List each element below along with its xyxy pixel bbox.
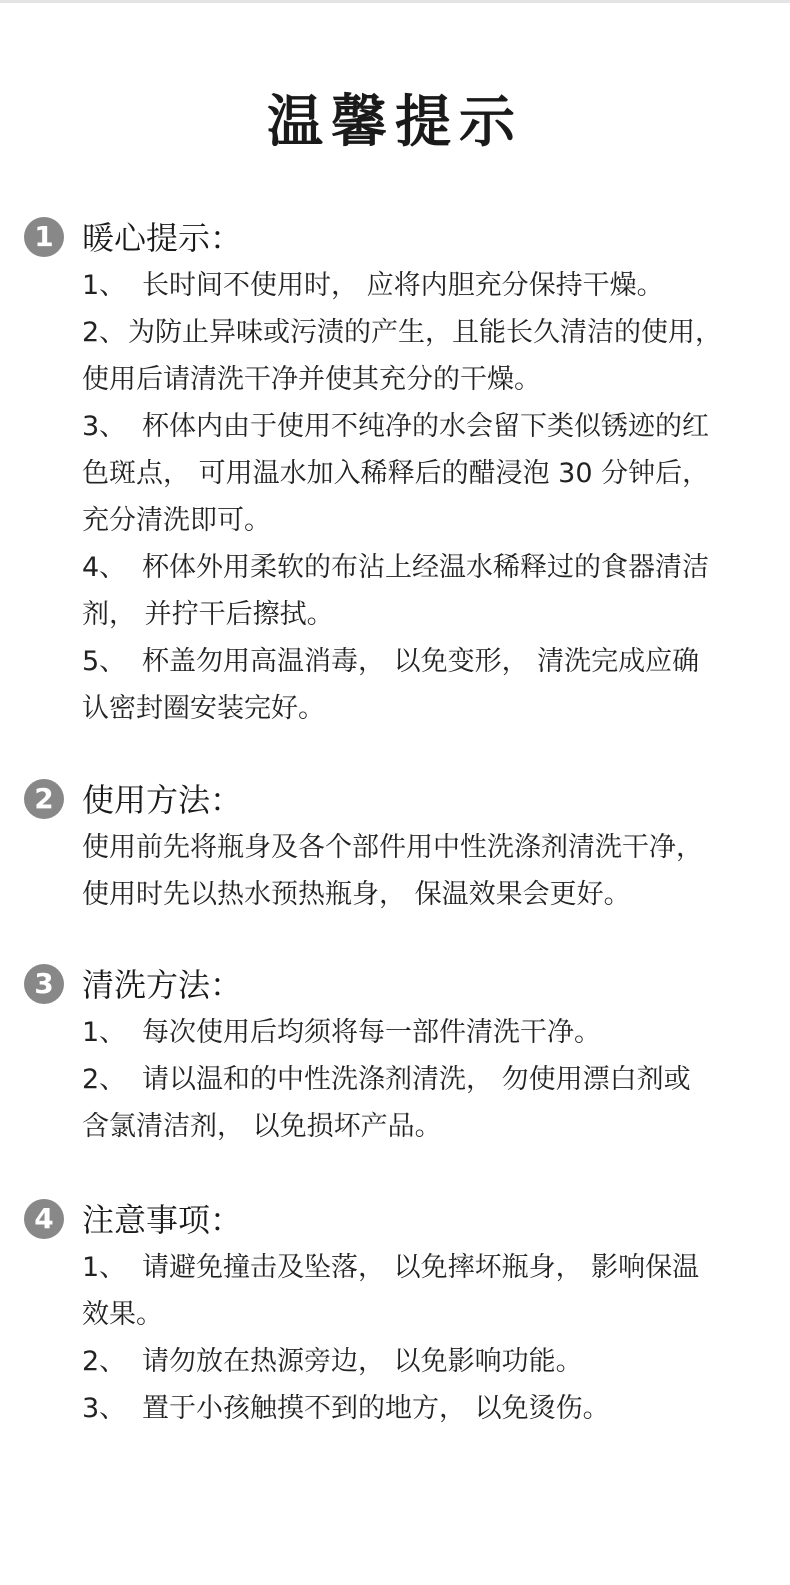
item-number: 2、	[82, 1064, 127, 1095]
item-number: 4、	[82, 552, 127, 583]
item-text: 效果。	[82, 1299, 163, 1330]
list-item	[0, 1244, 790, 1291]
section-title: 注意事项：	[82, 1201, 243, 1239]
list-item	[0, 262, 790, 309]
tip-list	[0, 824, 790, 918]
section-header	[0, 1196, 790, 1244]
list-item	[0, 591, 790, 638]
item-number: 1、	[82, 1017, 127, 1048]
item-text: 请勿放在热源旁边， 以免影响功能。	[142, 1346, 583, 1377]
number-badge-icon: 1	[24, 217, 64, 257]
item-text: 使用时先以热水预热瓶身， 保温效果会更好。	[82, 879, 631, 910]
list-item	[0, 403, 790, 450]
list-item	[0, 685, 790, 732]
item-text: 认密封圈安装完好。	[82, 693, 325, 724]
tip-list	[0, 1244, 790, 1432]
item-text: 充分清洗即可。	[82, 505, 271, 536]
list-item	[0, 1103, 790, 1150]
list-item	[0, 497, 790, 544]
list-item	[0, 638, 790, 685]
section-header	[0, 961, 790, 1009]
number-badge-icon: 2	[24, 779, 64, 819]
list-item	[0, 544, 790, 591]
item-number: 3、	[82, 411, 127, 442]
section-title: 使用方法：	[82, 781, 243, 819]
item-number: 1、	[82, 270, 127, 301]
item-text: 杯盖勿用高温消毒， 以免变形， 清洗完成应确	[142, 646, 700, 677]
list-item	[0, 1291, 790, 1338]
section-cleaning	[0, 961, 790, 1150]
list-item	[0, 871, 790, 918]
section-warm-tips	[0, 214, 790, 732]
item-text: 置于小孩触摸不到的地方， 以免烫伤。	[142, 1393, 610, 1424]
item-text: 杯体外用柔软的布沾上经温水稀释过的食器清洁	[142, 552, 709, 583]
item-text: 色斑点， 可用温水加入稀释后的醋浸泡 30 分钟后，	[82, 458, 710, 489]
item-number: 2、	[82, 1346, 127, 1377]
list-item	[0, 824, 790, 871]
list-item	[0, 1056, 790, 1103]
list-item	[0, 450, 790, 497]
tip-list	[0, 262, 790, 732]
item-text: 每次使用后均须将每一部件清洗干净。	[142, 1017, 601, 1048]
top-divider	[0, 0, 790, 3]
item-text: 使用前先将瓶身及各个部件用中性洗涤剂清洗干净，	[82, 832, 703, 863]
item-text: 使用后请清洗干净并使其充分的干燥。	[82, 364, 541, 395]
item-number: 1、	[82, 1252, 127, 1283]
item-number: 3、	[82, 1393, 127, 1424]
page-title: 温馨提示	[267, 89, 523, 155]
item-number: 2、	[82, 317, 127, 348]
item-text: 杯体内由于使用不纯净的水会留下类似锈迹的红	[142, 411, 709, 442]
list-item	[0, 356, 790, 403]
number-badge-icon: 3	[24, 964, 64, 1004]
section-title: 清洗方法：	[82, 966, 243, 1004]
list-item	[0, 1009, 790, 1056]
item-text: 含氯清洁剂， 以免损坏产品。	[82, 1111, 442, 1142]
section-header	[0, 214, 790, 262]
item-number: 5、	[82, 646, 127, 677]
item-text: 请以温和的中性洗涤剂清洗， 勿使用漂白剂或	[142, 1064, 691, 1095]
item-text: 长时间不使用时， 应将内胆充分保持干燥。	[142, 270, 664, 301]
item-text: 请避免撞击及坠落， 以免摔坏瓶身， 影响保温	[142, 1252, 700, 1283]
item-text: 为防止异味或污渍的产生，且能长久清洁的使用，	[128, 317, 722, 348]
section-usage	[0, 776, 790, 918]
number-badge-icon: 4	[24, 1199, 64, 1239]
section-title: 暖心提示：	[82, 219, 243, 257]
tip-list	[0, 1009, 790, 1150]
list-item	[0, 1385, 790, 1432]
section-header	[0, 776, 790, 824]
item-text: 剂， 并拧干后擦拭。	[82, 599, 334, 630]
list-item	[0, 1338, 790, 1385]
section-precautions	[0, 1196, 790, 1432]
list-item	[0, 309, 790, 356]
